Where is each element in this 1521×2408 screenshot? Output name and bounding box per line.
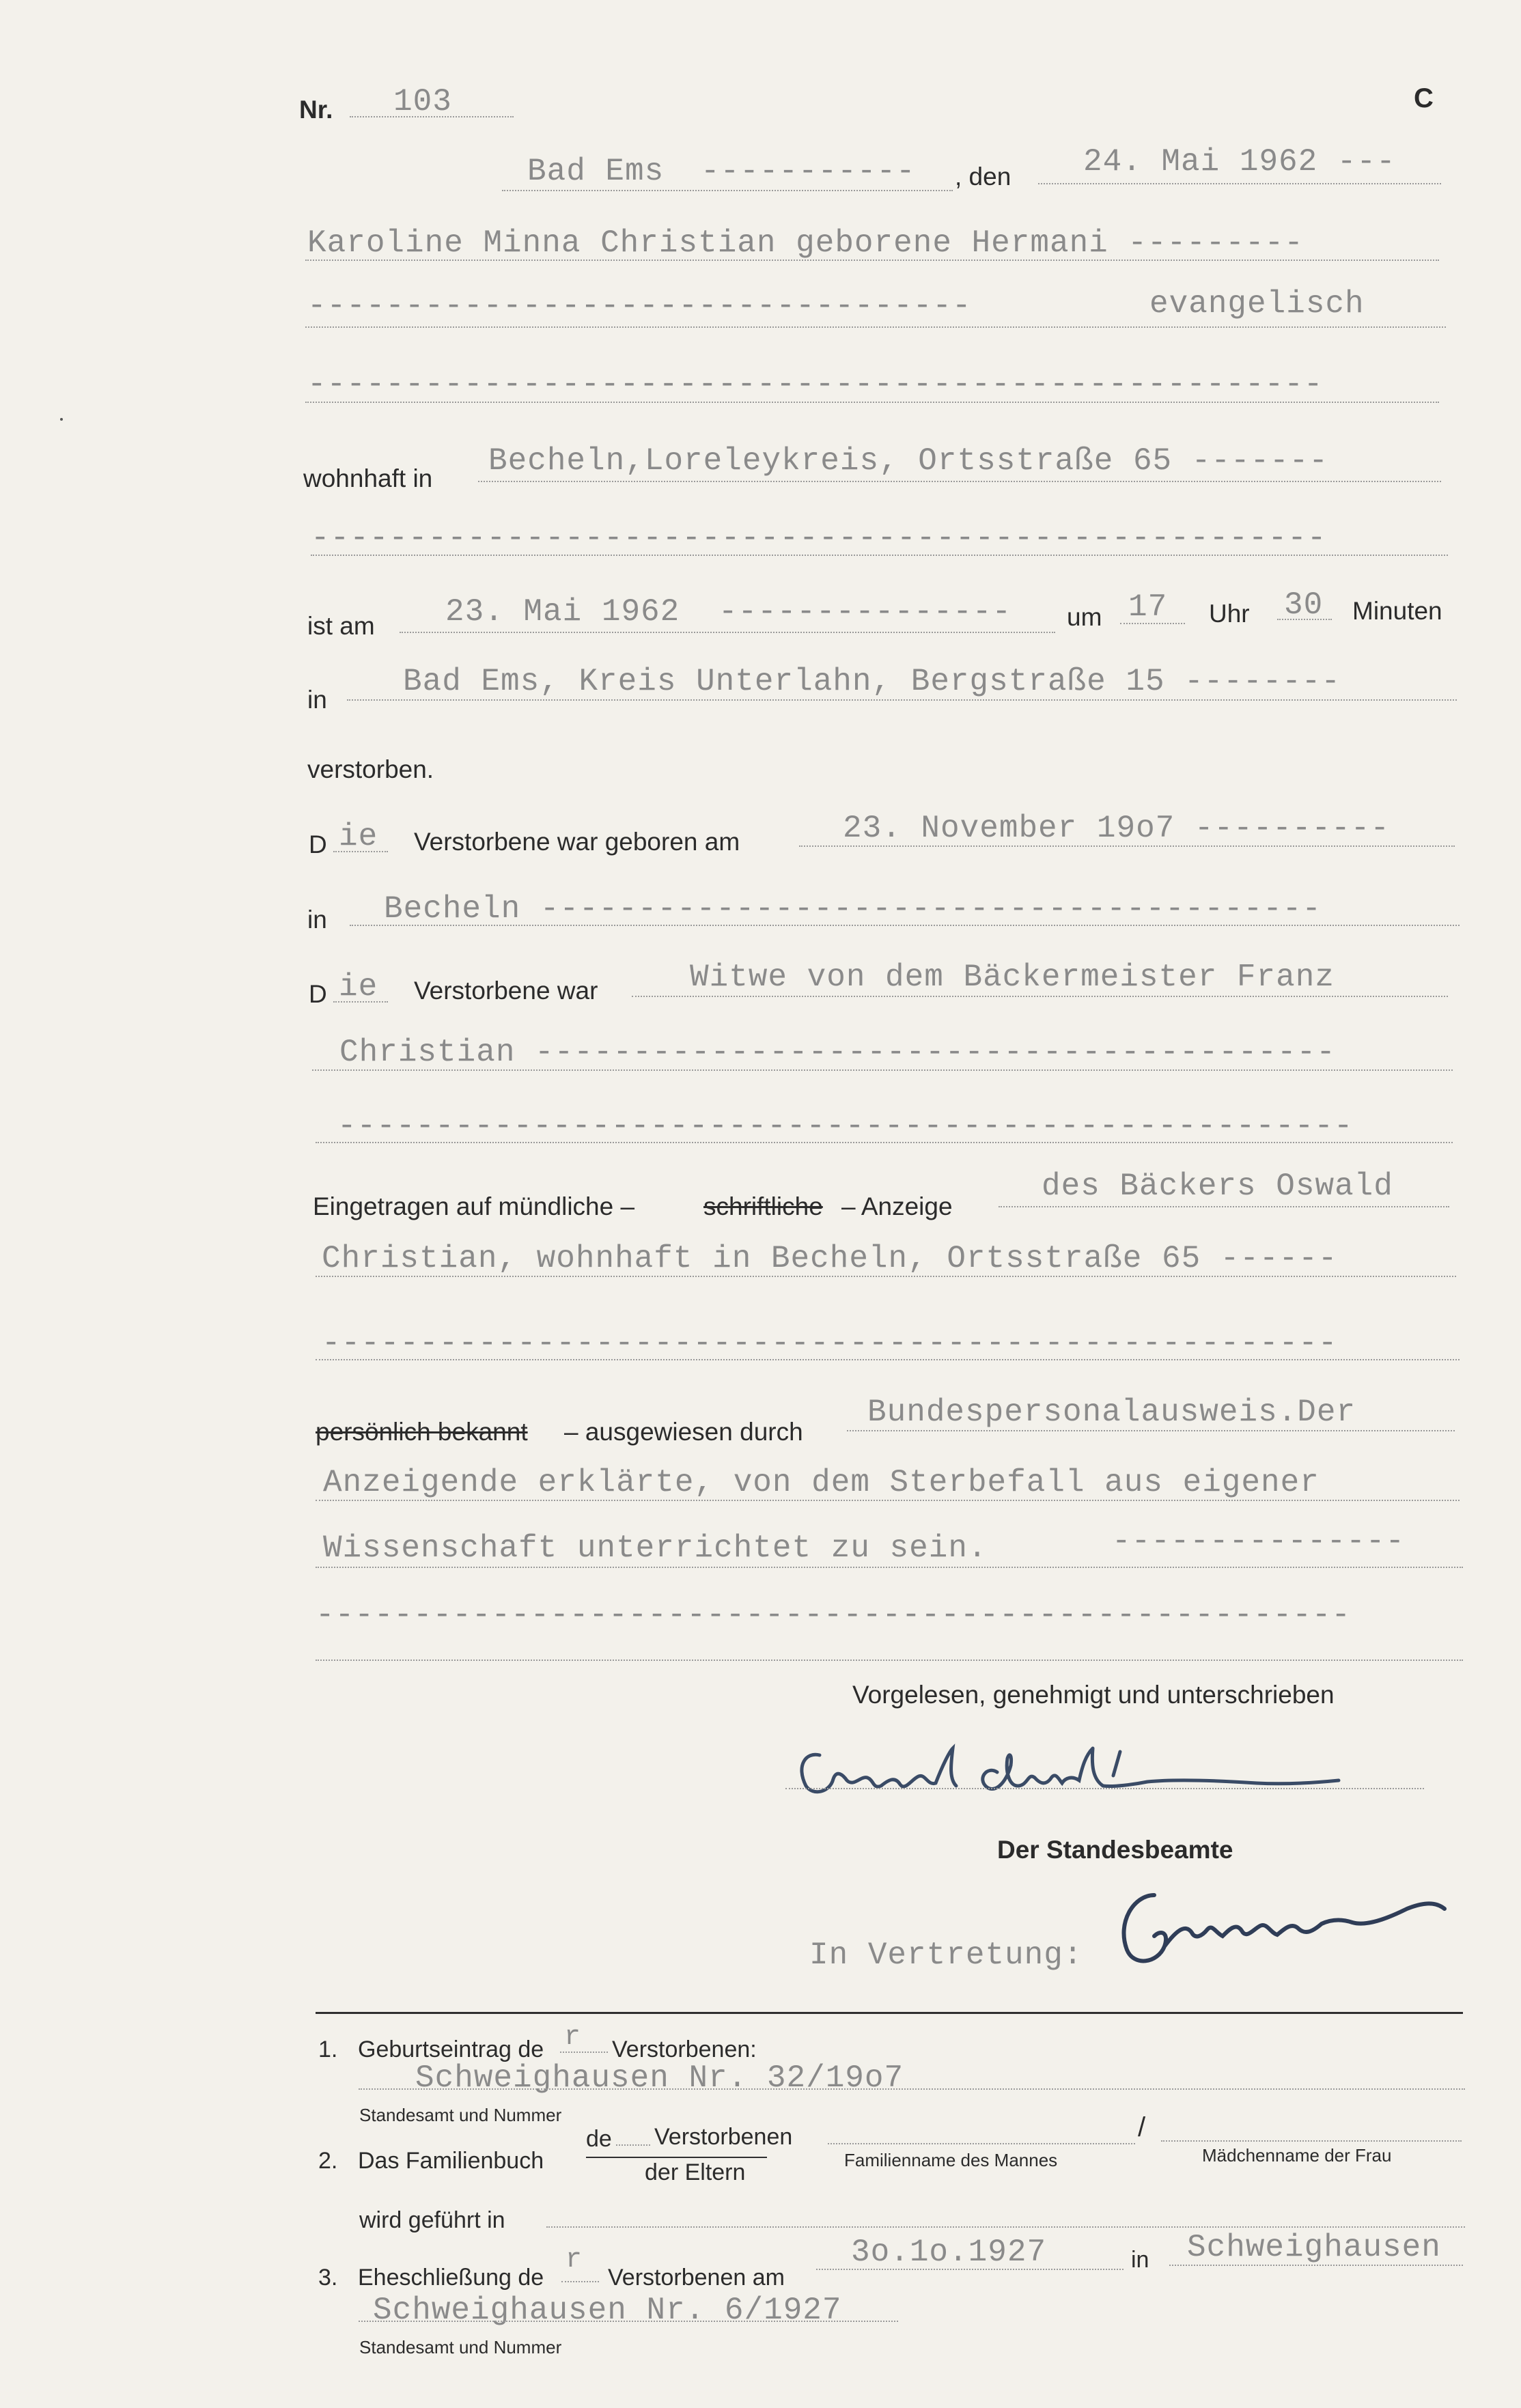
footer-2-number: 2. — [318, 2148, 338, 2174]
footer-3-label-a: Eheschließung de — [358, 2265, 544, 2291]
death-date-dashes: --------------- — [718, 594, 1012, 630]
um-label: um — [1067, 603, 1102, 631]
birth-date-value: 23. November 19o7 ---------- — [843, 811, 1390, 846]
footer-1-suffix: r — [564, 2022, 582, 2053]
death-place-value: Bad Ems, Kreis Unterlahn, Bergstraße 15 -------- — [403, 664, 1341, 699]
footer-2-caption-husband: Familienname des Mannes — [844, 2150, 1058, 2170]
report-value-1: des Bäckers Oswald — [1042, 1168, 1393, 1204]
report-label-b: – Anzeige — [841, 1192, 953, 1220]
footer-1-label-a: Geburtseintrag de — [358, 2036, 544, 2062]
footer-1-number: 1. — [318, 2036, 338, 2062]
identity-dashes-4: ----------------------------------------------------- — [316, 1597, 1352, 1633]
footer-3-number: 3. — [318, 2265, 338, 2291]
nr-label: Nr. — [299, 96, 333, 124]
report-label-a: Eingetragen auf mündliche – — [313, 1192, 635, 1220]
footer-3-value: Schweighausen Nr. 6/1927 — [373, 2293, 842, 2328]
uhr-label: Uhr — [1209, 600, 1250, 628]
verstorben-label: verstorben. — [307, 755, 434, 783]
blank-line-1: ---------------------------------------------------- — [307, 367, 1324, 402]
report-value-2: Christian, wohnhaft in Becheln, Ortsstraße 65 ------ — [322, 1241, 1338, 1276]
footer-1-caption: Standesamt und Nummer — [359, 2105, 562, 2125]
identity-label: – ausgewiesen durch — [564, 1418, 803, 1446]
footer-2-kept-label: wird geführt in — [359, 2207, 505, 2233]
footer-2-slash: / — [1138, 2112, 1146, 2142]
report-label-struck: schriftliche — [703, 1192, 823, 1220]
die-d-1: D — [309, 830, 327, 858]
birth-place-value: Becheln ---------------------------------------- — [384, 891, 1322, 927]
footer-2-option-a: Verstorbenen — [654, 2124, 793, 2150]
identity-value-1: Bundespersonalausweis.Der — [867, 1395, 1356, 1430]
minute-value: 30 — [1284, 587, 1324, 623]
footer-2-option-a-prefix: de — [586, 2126, 612, 2152]
religion-dashes: ---------------------------------- — [307, 288, 972, 324]
nr-value: 103 — [393, 84, 452, 120]
death-place-label: in — [307, 686, 327, 714]
place-dashes: ----------- — [701, 154, 916, 189]
identity-value-2: Anzeigende erklärte, von dem Sterbefall aus eigener — [323, 1465, 1320, 1500]
footer-2-caption-wife: Mädchenname der Frau — [1202, 2145, 1392, 2166]
minuten-label: Minuten — [1352, 597, 1442, 625]
residence-dashes: ---------------------------------------------------- — [311, 520, 1327, 556]
die-d-2: D — [309, 980, 327, 1008]
marital-value-2: Christian ----------------------------------------- — [339, 1035, 1336, 1070]
marital-dashes: ---------------------------------------------------- — [337, 1108, 1354, 1144]
deceased-name: Karoline Minna Christian geborene Hermani --------- — [307, 225, 1304, 261]
footer-1-value: Schweighausen Nr. 32/19o7 — [415, 2060, 904, 2096]
death-date-value: 23. Mai 1962 — [445, 594, 680, 630]
birth-label: Verstorbene war geboren am — [414, 828, 740, 856]
footer-3-date: 3o.1o.1927 — [851, 2235, 1047, 2270]
religion-value: evangelisch — [1149, 286, 1365, 322]
die-suffix-1: ie — [339, 819, 378, 854]
footer-3-caption: Standesamt und Nummer — [359, 2337, 562, 2357]
footer-2-option-b: der Eltern — [645, 2159, 746, 2185]
identity-value-3: Wissenschaft unterrichtet zu sein. — [323, 1530, 988, 1566]
footer-1-label-b: Verstorbenen: — [612, 2036, 757, 2062]
birth-place-label: in — [307, 906, 327, 934]
deputy-label: In Vertretung: — [809, 1937, 1083, 1973]
residence-label: wohnhaft in — [303, 464, 433, 492]
death-date-label: ist am — [307, 612, 375, 640]
footer-3-place: Schweighausen — [1187, 2230, 1441, 2265]
die-suffix-2: ie — [339, 969, 378, 1005]
place-value: Bad Ems — [527, 154, 665, 189]
report-dashes: ---------------------------------------------------- — [322, 1326, 1338, 1361]
scan-speck — [60, 418, 63, 421]
identity-struck: persönlich bekannt — [316, 1418, 528, 1446]
date-value: 24. Mai 1962 --- — [1083, 144, 1396, 180]
footer-3-in-label: in — [1131, 2247, 1149, 2273]
registrar-label: Der Standesbeamte — [997, 1836, 1233, 1864]
den-label: , den — [955, 163, 1011, 191]
hour-value: 17 — [1128, 589, 1168, 625]
footer-2-label: Das Familienbuch — [358, 2148, 544, 2174]
marital-value: Witwe von dem Bäckermeister Franz — [690, 960, 1335, 995]
footer-3-suffix: r — [566, 2245, 583, 2276]
form-letter: C — [1414, 83, 1434, 113]
closing-text: Vorgelesen, genehmigt und unterschrieben — [852, 1681, 1335, 1709]
footer-3-label-b: Verstorbenen am — [608, 2265, 785, 2291]
informant-signature — [792, 1738, 1434, 1813]
residence-value: Becheln,Loreleykreis, Ortsstraße 65 ------- — [488, 443, 1328, 479]
registrar-signature — [1106, 1881, 1448, 1977]
identity-dashes-3: --------------- — [1112, 1524, 1406, 1559]
marital-label: Verstorbene war — [414, 977, 598, 1005]
